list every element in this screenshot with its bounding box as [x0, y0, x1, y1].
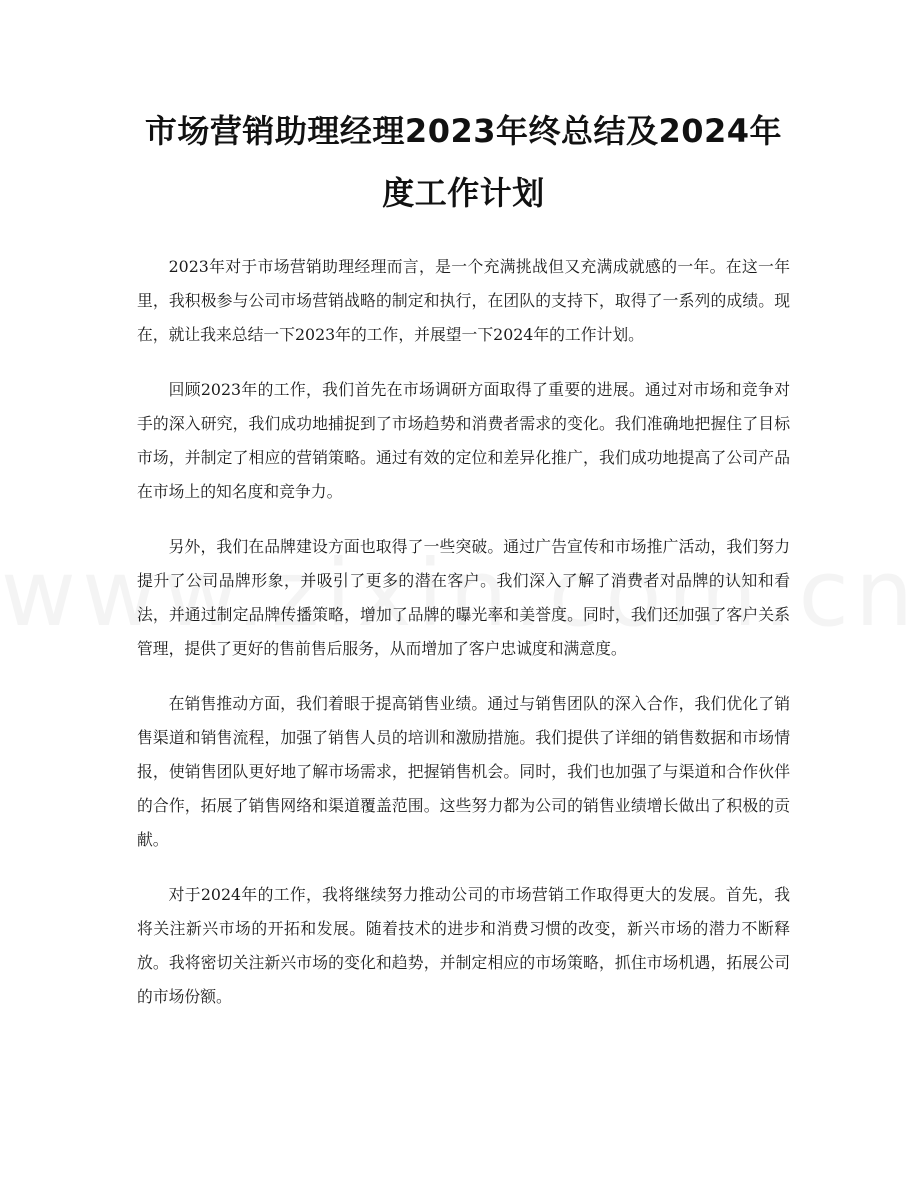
paragraph-5: 对于2024年的工作，我将继续努力推动公司的市场营销工作取得更大的发展。首先，我将关注新兴市场的开拓和发展。随着技术的进步和消费习惯的改变，新兴市场的潜力不断释放。我将密切关注新兴市场的变化和趋势，并制定相应的市场策略，抓住市场机遇，拓展公司的市场份额。	[137, 885, 790, 1006]
paragraph-3: 另外，我们在品牌建设方面也取得了一些突破。通过广告宣传和市场推广活动，我们努力提升了公司品牌形象，并吸引了更多的潜在客户。我们深入了解了消费者对品牌的认知和看法，并通过制定品牌传播策略，增加了品牌的曝光率和美誉度。同时，我们还加强了客户关系管理，提供了更好的售前售后服务，从而增加了客户忠诚度和满意度。	[137, 537, 790, 658]
document-title: 市场营销助理经理2023年终总结及2024年度工作计划	[144, 112, 783, 212]
paragraph-4: 在销售推动方面，我们着眼于提高销售业绩。通过与销售团队的深入合作，我们优化了销售渠道和销售流程，加强了销售人员的培训和激励措施。我们提供了详细的销售数据和市场情报，使销售团队更好地了解市场需求，把握销售机会。同时，我们也加强了与渠道和合作伙伴的合作，拓展了销售网络和渠道覆盖范围。这些努力都为公司的销售业绩增长做出了积极的贡献。	[137, 694, 790, 849]
paragraph-2: 回顾2023年的工作，我们首先在市场调研方面取得了重要的进展。通过对市场和竞争对手的深入研究，我们成功地捕捉到了市场趋势和消费者需求的变化。我们准确地把握住了目标市场，并制定了相应的营销策略。通过有效的定位和差异化推广，我们成功地提高了公司产品在市场上的知名度和竞争力。	[137, 380, 790, 501]
document-body	[137, 250, 790, 1014]
paragraph-1: 2023年对于市场营销助理经理而言，是一个充满挑战但又充满成就感的一年。在这一年里，我积极参与公司市场营销战略的制定和执行，在团队的支持下，取得了一系列的成绩。现在，就让我来总结一下2023年的工作，并展望一下2024年的工作计划。	[137, 257, 790, 344]
